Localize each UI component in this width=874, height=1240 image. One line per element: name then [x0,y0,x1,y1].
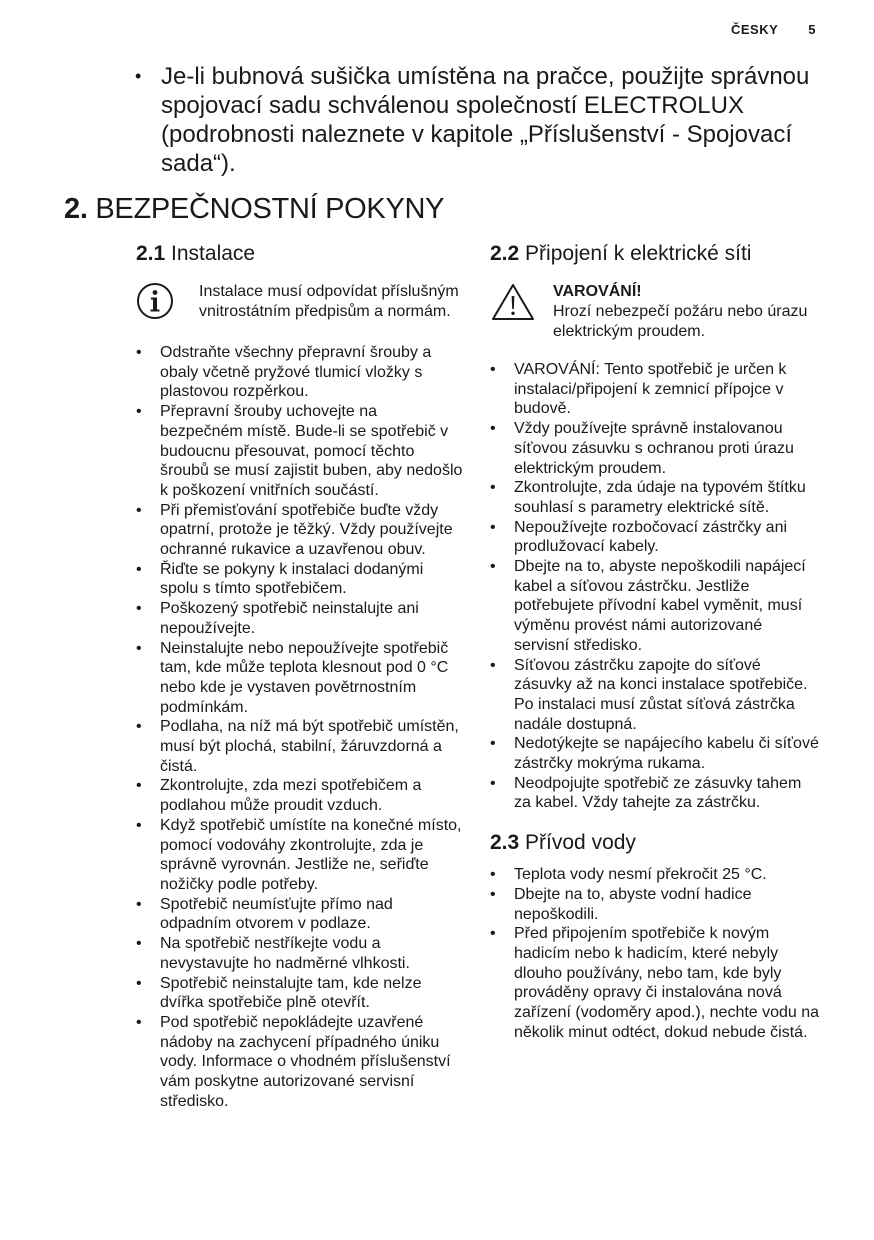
list-item: • Nedotýkejte se napájecího kabelu či síťové zástrčky mokrýma rukama. [490,734,820,773]
subsection-number: 2.2 [490,242,520,265]
warning-note-text [553,282,820,342]
list-item: • Podlaha, na níž má být spotřebič umístěn, musí být plochá, stabilní, žáruvzdorná a čistá. [136,717,464,776]
list-item: • Teplota vody nesmí překročit 25 °C. [490,865,820,885]
intro-list [135,62,825,178]
list-item: • Když spotřebič umístíte na konečné místo, pomocí vodováhy zkontrolujte, zda je správně vyrovnán. Jestliže ne, seřiďte nožičky podle potřeby. [136,816,464,895]
subsection-heading-installation [136,240,464,268]
installation-list [136,343,464,1111]
warning-title: VAROVÁNÍ! [553,283,642,300]
list-item: • Řiďte se pokyny k instalaci dodanými spolu s tímto spotřebičem. [136,560,464,599]
subsection-number: 2.3 [490,831,520,855]
subsection-title: Přívod vody [525,831,636,855]
list-item: • Dbejte na to, abyste nepoškodili napájecí kabel a síťovou zástrčku. Jestliže potřebujete přívodní kabel vyměnit, musí výměnu provést námi autorizované servisní středisko. [490,557,820,656]
list-item: • Zkontrolujte, zda údaje na typovém štítku souhlasí s parametry elektrické sítě. [490,478,820,517]
list-item: • Dbejte na to, abyste vodní hadice nepoškodili. [490,885,820,924]
electrical-list [490,360,820,813]
warning-triangle-icon [490,282,534,342]
list-item: • Neinstalujte nebo nepoužívejte spotřebič tam, kde může teplota klesnout pod 0 °C nebo kde je vystaven povětrnostním podmínkám. [136,639,464,718]
list-item: • Nepoužívejte rozbočovací zástrčky ani prodlužovací kabely. [490,518,820,557]
list-item: • Na spotřebič nestříkejte vodu a nevystavujte ho nadměrné vlhkosti. [136,934,464,973]
warning-message: Hrozí nebezpečí požáru nebo úrazu elektrickým proudem. [553,303,808,340]
subsection-heading-electrical [490,240,820,268]
page-header [731,22,816,37]
language-label: ČESKY [730,22,779,37]
list-item: • Pod spotřebič nepokládejte uzavřené nádoby na zachycení případného úniku vody. Informace o vhodném příslušenství vám poskytne autorizované servisní středisko. [136,1013,464,1112]
water-list [490,865,820,1042]
info-note-text: Instalace musí odpovídat příslušným vnitrostátním předpisům a normám. [199,283,459,320]
list-item: • Odstraňte všechny přepravní šrouby a obaly včetně pryžové tlumicí vložky s plastovou rozpěrkou. [136,343,464,402]
list-item: • Při přemisťování spotřebiče buďte vždy opatrní, protože je těžký. Vždy používejte ochranné rukavice a uzavřenou obuv. [136,501,464,560]
info-icon [136,282,180,325]
subsection-title: Připojení k elektrické síti [525,242,752,265]
list-item: • Síťovou zástrčku zapojte do síťové zásuvky až na konci instalace spotřebiče. Po instalaci musí zůstat síťová zástrčka nadále dostupná. [490,656,820,735]
subsection-number: 2.1 [136,242,166,265]
list-item: • Je-li bubnová sušička umístěna na pračce, použijte správnou spojovací sadu schválenou společností ELECTROLUX (podrobnosti naleznete v kapitole „Příslušenství - Spojovací sada“). [135,62,825,178]
list-item: • Zkontrolujte, zda mezi spotřebičem a podlahou může proudit vzduch. [136,776,464,815]
list-item: • Neodpojujte spotřebič ze zásuvky tahem za kabel. Vždy tahejte za zástrčku. [490,774,820,813]
list-item: • Přepravní šrouby uchovejte na bezpečném místě. Bude-li se spotřebič v budoucnu přesouvat, pomocí těchto šroubů se musí zajistit buben, aby nedošlo k poškození vnitřních součástí. [136,402,464,501]
page-number: 5 [808,22,816,37]
section-title-text: BEZPEČNOSTNÍ POKYNY [95,193,445,225]
info-note [136,282,464,325]
installation-column [136,240,464,1111]
warning-note [490,282,820,342]
section-number: 2. [64,193,88,225]
subsection-title: Instalace [171,242,256,265]
subsection-heading-water [490,829,820,857]
electrical-column [490,240,820,1043]
list-item: • Spotřebič neinstalujte tam, kde nelze dvířka spotřebiče plně otevřít. [136,974,464,1013]
list-item: • VAROVÁNÍ: Tento spotřebič je určen k instalaci/připojení k zemnicí přípojce v budově. [490,360,820,419]
section-title [64,193,444,226]
list-item: • Vždy používejte správně instalovanou síťovou zásuvku s ochranou proti úrazu elektrickým proudem. [490,419,820,478]
list-item: • Poškozený spotřebič neinstalujte ani nepoužívejte. [136,599,464,638]
list-item: • Před připojením spotřebiče k novým hadicím nebo k hadicím, které nebyly dlouho používány, nebo tam, kde byly prováděny opravy či instalována nová zařízení (vodoměry apod.), nechte vodu na několik minut odtéct, dokud nebude čistá. [490,924,820,1042]
list-item: • Spotřebič neumísťujte přímo nad odpadním otvorem v podlaze. [136,895,464,934]
